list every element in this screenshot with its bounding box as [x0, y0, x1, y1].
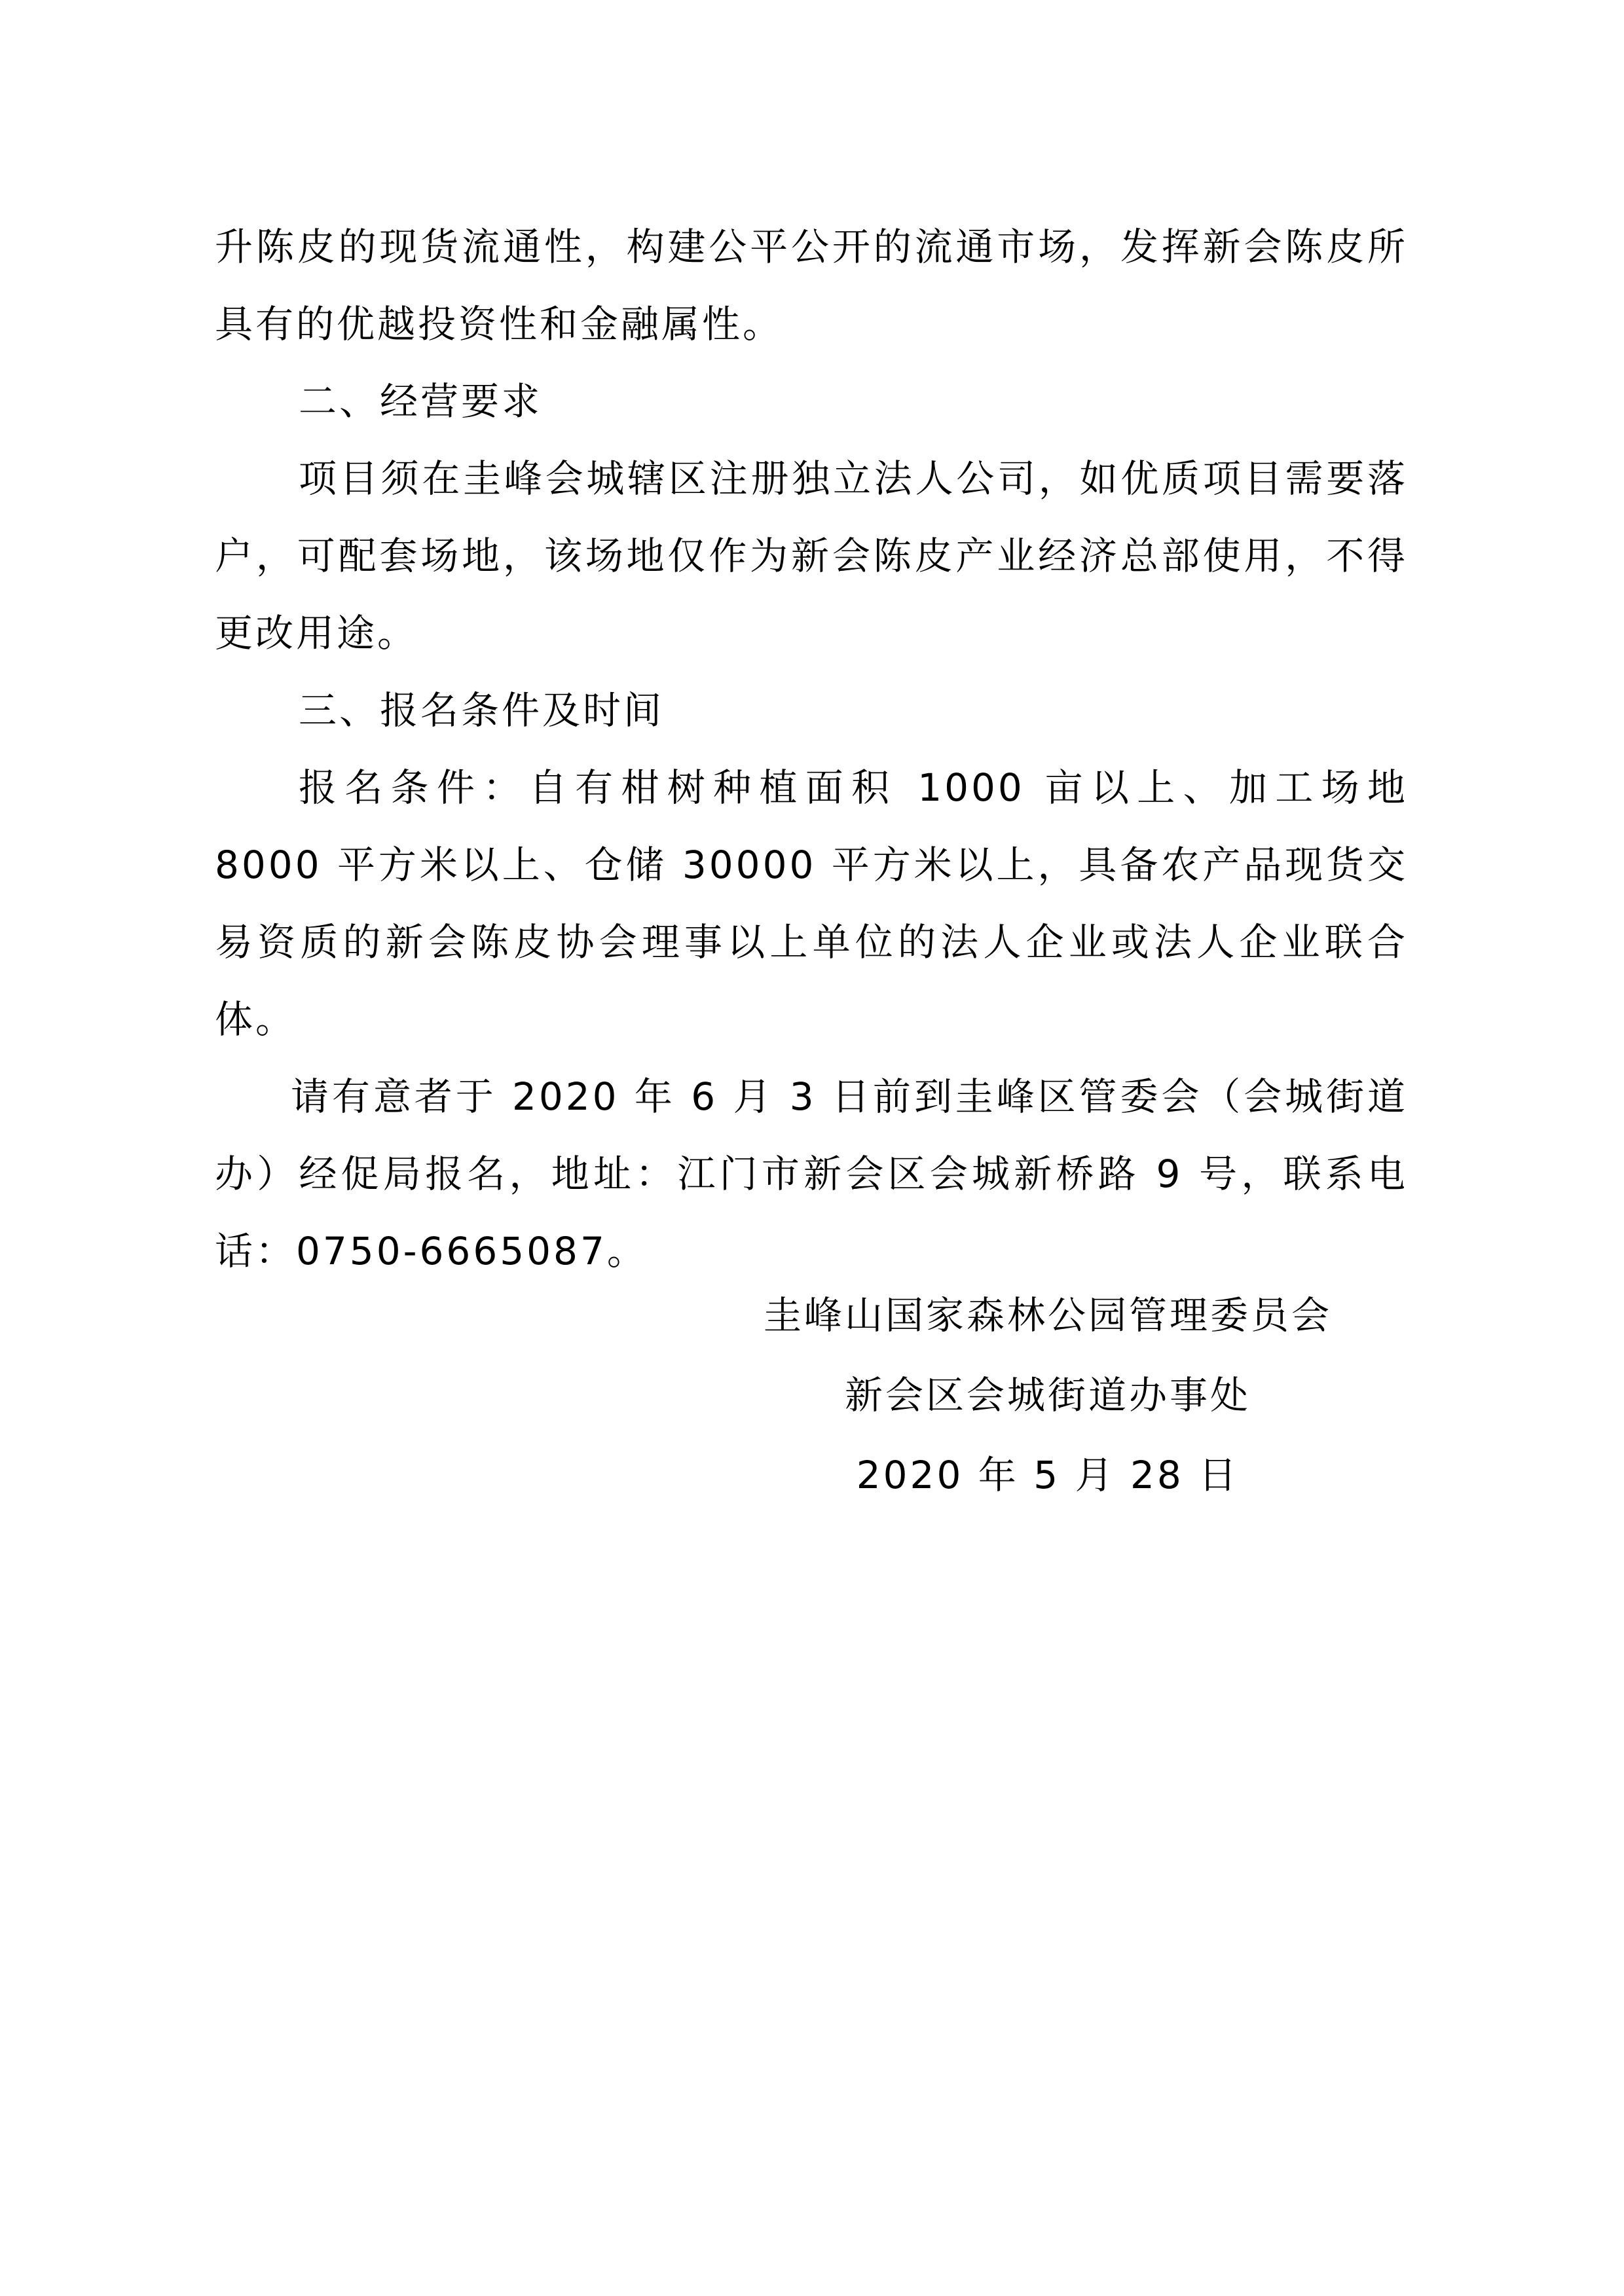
paragraph-registration-contact: 请有意者于 2020 年 6 月 3 日前到圭峰区管委会（会城街道办）经促局报名，地址：江门市新会区会城新桥路 9 号，联系电话：0750-6665087。 [215, 1074, 1408, 1273]
paragraph-registration-conditions: 报名条件：自有柑树种植面积 1000 亩以上、加工场地 8000 平方米以上、仓储 30000 平方米以上，具备农产品现货交易资质的新会陈皮协会理事以上单位的法人企业或法人企业联合体。 [215, 765, 1408, 1042]
signature-block [733, 1275, 1362, 1515]
signature-org-office: 新会区会城街道办事处 [844, 1373, 1251, 1417]
section-heading-registration: 三、报名条件及时间 [299, 688, 665, 733]
paragraph-continuation: 升陈皮的现货流通性，构建公平公开的流通市场，发挥新会陈皮所具有的优越投资性和金融属性。 [215, 225, 1408, 346]
document-body [215, 208, 1408, 1290]
section-heading-business-requirements: 二、经营要求 [299, 379, 543, 424]
signature-org-committee: 圭峰山国家森林公园管理委员会 [763, 1293, 1332, 1338]
paragraph-business-requirements: 项目须在圭峰会城辖区注册独立法人公司，如优质项目需要落户，可配套场地，该场地仅作为新会陈皮产业经济总部使用，不得更改用途。 [215, 456, 1408, 655]
signature-date: 2020 年 5 月 28 日 [856, 1453, 1240, 1497]
